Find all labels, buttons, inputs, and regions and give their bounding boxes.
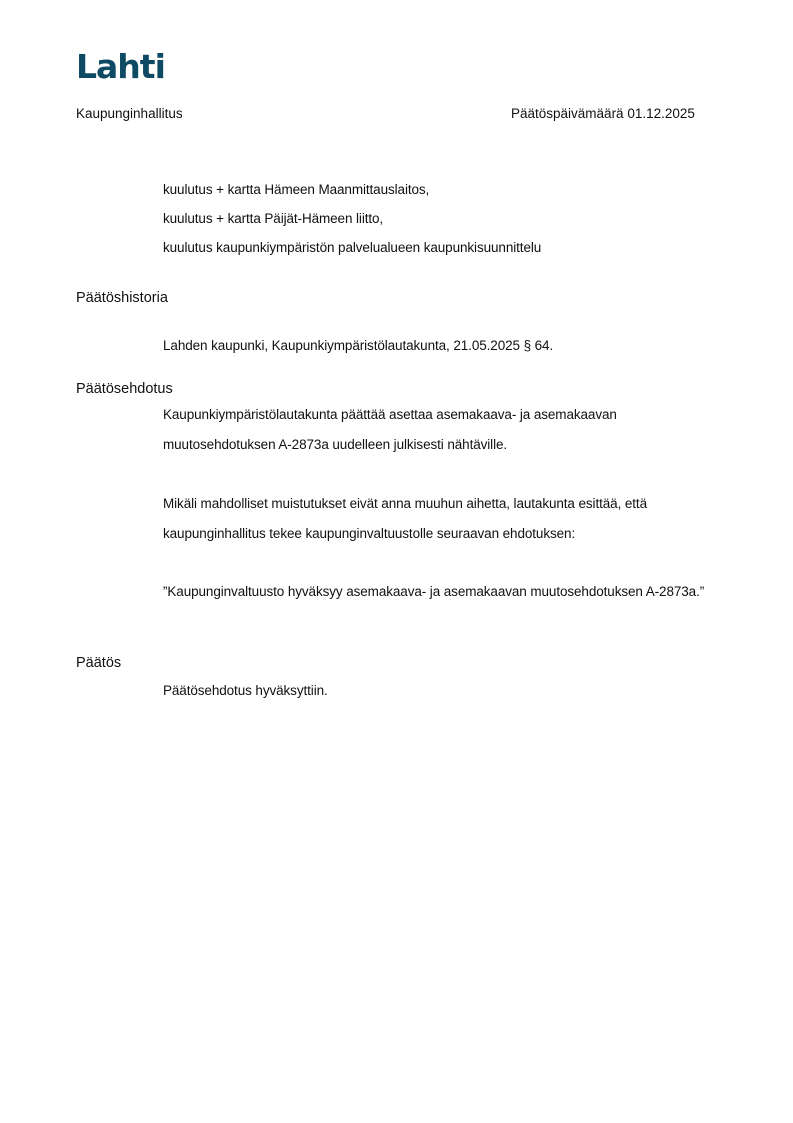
notice-line: kuulutus + kartta Päijät-Hämeen liitto, [163,211,384,226]
history-text: Lahden kaupunki, Kaupunkiympäristölautakunta, 21.05.2025 § 64. [163,338,554,353]
decision-date: Päätöspäivämäärä 01.12.2025 [511,106,695,121]
svg-text:Lahti: Lahti [76,47,165,81]
decision-text: Päätösehdotus hyväksyttiin. [163,683,328,698]
lahti-logo [76,47,168,81]
notice-line: kuulutus + kartta Hämeen Maanmittauslaitos, [163,182,430,197]
proposal-paragraph: Kaupunkiympäristölautakunta päättää asettaa asemakaava- ja asemakaavan muutosehdotuksen A-2873a uudelleen julkisesti nähtäville. [163,407,617,452]
section-heading-history: Päätöshistoria [76,290,168,306]
proposal-quote: ”Kaupunginvaltuusto hyväksyy asemakaava- ja asemakaavan muutosehdotuksen A-2873a.” [163,584,705,599]
section-heading-proposal: Päätösehdotus [76,381,173,397]
notice-line: kuulutus kaupunkiympäristön palvelualueen kaupunkisuunnittelu [163,240,542,255]
proposal-paragraph: Mikäli mahdolliset muistutukset eivät anna muuhun aihetta, lautakunta esittää, että kaupunginhallitus tekee kaupunginvaltuustolle seuraavan ehdotuksen: [163,496,647,541]
section-heading-decision: Päätös [76,655,122,671]
organ-name: Kaupunginhallitus [76,106,183,121]
lahti-logo-wordmark [76,47,168,81]
